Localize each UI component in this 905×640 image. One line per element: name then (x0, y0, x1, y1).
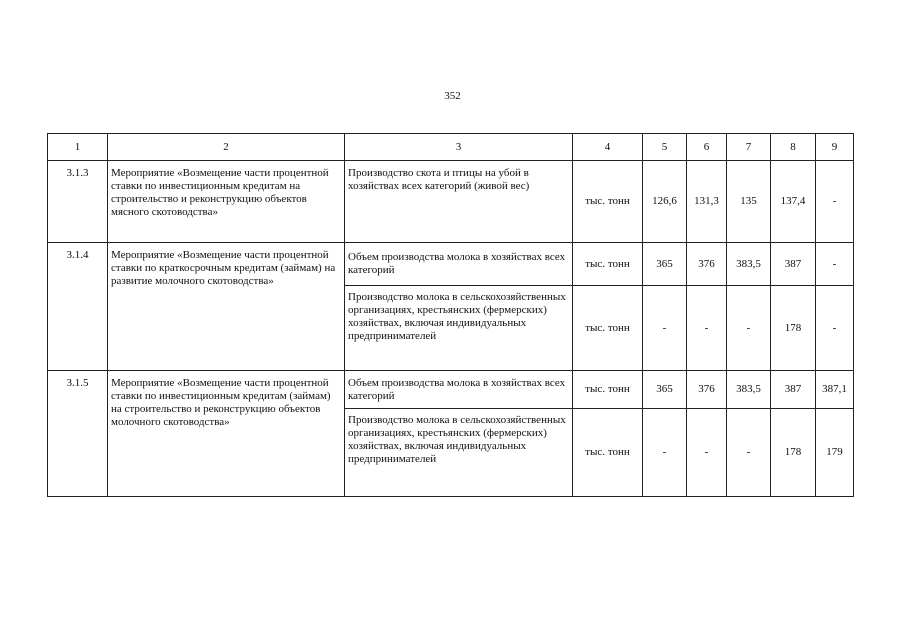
col-header-8: 8 (771, 134, 816, 161)
value-col-5: 365 (643, 243, 687, 286)
table-row (48, 243, 854, 286)
event-description: Мероприятие «Возмещение части процентной ставки по краткосрочным кредитам (займам) на развитие молочного скотоводства» (108, 243, 345, 371)
value-col-9: - (816, 161, 854, 243)
value-col-9: - (816, 243, 854, 286)
header-row (48, 134, 854, 161)
value-col-9: 179 (816, 409, 854, 497)
value-col-9: 387,1 (816, 371, 854, 409)
indicator-name: Объем производства молока в хозяйствах всех категорий (345, 243, 573, 286)
value-col-8: 387 (771, 371, 816, 409)
value-col-6: - (687, 409, 727, 497)
event-description: Мероприятие «Возмещение части процентной ставки по инвестиционным кредитам на строительство и реконструкцию объектов мясного скотоводства» (108, 161, 345, 243)
value-col-9: - (816, 286, 854, 371)
value-col-8: 178 (771, 286, 816, 371)
program-table (47, 133, 854, 497)
value-col-5: 365 (643, 371, 687, 409)
unit-cell: тыс. тонн (573, 286, 643, 371)
col-header-1: 1 (48, 134, 108, 161)
value-col-7: 135 (727, 161, 771, 243)
value-col-6: 131,3 (687, 161, 727, 243)
value-col-8: 178 (771, 409, 816, 497)
value-col-8: 137,4 (771, 161, 816, 243)
event-code: 3.1.3 (48, 161, 108, 243)
value-col-5: 126,6 (643, 161, 687, 243)
event-code: 3.1.4 (48, 243, 108, 371)
col-header-9: 9 (816, 134, 854, 161)
event-code: 3.1.5 (48, 371, 108, 497)
table-row (48, 161, 854, 243)
value-col-7: 383,5 (727, 243, 771, 286)
value-col-7: - (727, 286, 771, 371)
col-header-4: 4 (573, 134, 643, 161)
indicator-name: Производство молока в сельскохозяйственных организациях, крестьянских (фермерских) хозяйствах, включая индивидуальных предпринимателей (345, 409, 573, 497)
value-col-6: 376 (687, 243, 727, 286)
col-header-5: 5 (643, 134, 687, 161)
page-number: 352 (444, 90, 461, 102)
value-col-7: 383,5 (727, 371, 771, 409)
table-row (48, 371, 854, 409)
indicator-name: Производство скота и птицы на убой в хозяйствах всех категорий (живой вес) (345, 161, 573, 243)
col-header-7: 7 (727, 134, 771, 161)
col-header-3: 3 (345, 134, 573, 161)
value-col-5: - (643, 286, 687, 371)
unit-cell: тыс. тонн (573, 243, 643, 286)
value-col-6: - (687, 286, 727, 371)
indicator-name: Объем производства молока в хозяйствах всех категорий (345, 371, 573, 409)
unit-cell: тыс. тонн (573, 161, 643, 243)
value-col-8: 387 (771, 243, 816, 286)
event-description: Мероприятие «Возмещение части процентной ставки по инвестиционным кредитам (займам) на строительство и реконструкцию объектов молочного скотоводства» (108, 371, 345, 497)
value-col-5: - (643, 409, 687, 497)
indicator-name: Производство молока в сельскохозяйственных организациях, крестьянских (фермерских) хозяйствах, включая индивидуальных предпринимателей (345, 286, 573, 371)
value-col-6: 376 (687, 371, 727, 409)
unit-cell: тыс. тонн (573, 371, 643, 409)
value-col-7: - (727, 409, 771, 497)
unit-cell: тыс. тонн (573, 409, 643, 497)
col-header-6: 6 (687, 134, 727, 161)
col-header-2: 2 (108, 134, 345, 161)
